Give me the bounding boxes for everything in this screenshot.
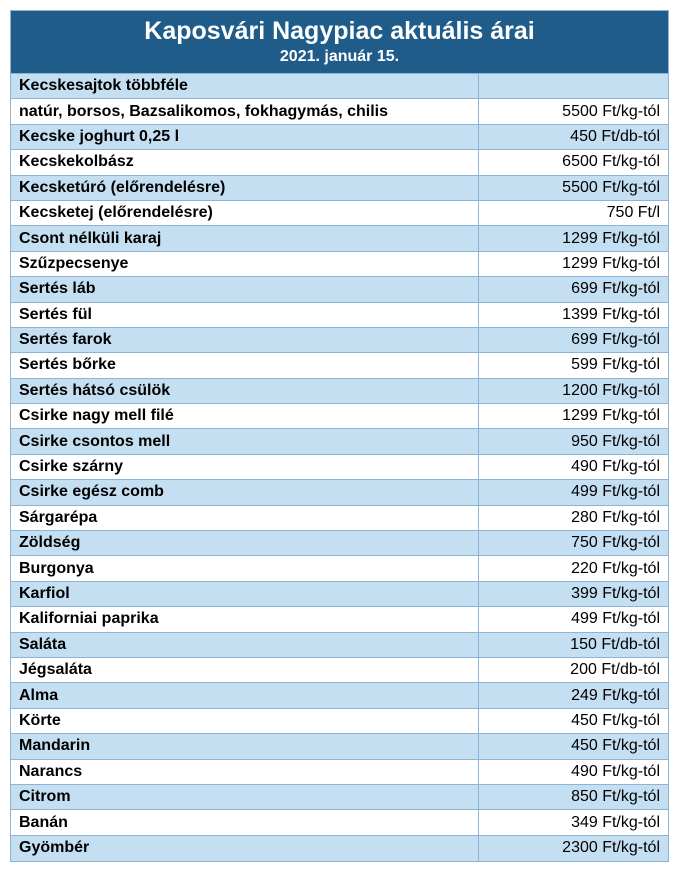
product-price: 490 Ft/kg-tól [478,454,668,479]
product-price: 699 Ft/kg-tól [478,327,668,352]
product-price: 1299 Ft/kg-tól [478,226,668,251]
table-row [11,226,668,251]
price-date: 2021. január 15. [279,48,400,65]
product-name: Sárgarépa [11,505,478,530]
product-price: 699 Ft/kg-tól [478,277,668,302]
product-price: 1299 Ft/kg-tól [478,404,668,429]
product-price: 2300 Ft/kg-tól [478,835,668,860]
product-price: 850 Ft/kg-tól [478,784,668,809]
product-name: Burgonya [11,556,478,581]
product-name: Saláta [11,632,478,657]
table-row [11,404,668,429]
product-name: Kecske joghurt 0,25 l [11,124,478,149]
product-price: 5500 Ft/kg-tól [478,175,668,200]
product-price: 1399 Ft/kg-tól [478,302,668,327]
product-name: Kecskesajtok többféle [11,74,478,99]
price-table [11,73,668,861]
table-row [11,683,668,708]
product-price: 750 Ft/kg-tól [478,531,668,556]
table-row [11,632,668,657]
product-name: Alma [11,683,478,708]
table-row [11,99,668,124]
product-price: 399 Ft/kg-tól [478,581,668,606]
table-row [11,353,668,378]
table-row [11,175,668,200]
product-price [478,74,668,99]
table-row [11,810,668,835]
product-price: 499 Ft/kg-tól [478,480,668,505]
page-title: Kaposvári Nagypiac aktuális árai [144,17,535,45]
table-row [11,835,668,860]
product-name: Gyömbér [11,835,478,860]
product-name: Sertés farok [11,327,478,352]
table-row [11,150,668,175]
product-price: 1200 Ft/kg-tól [478,378,668,403]
product-name: Csirke csontos mell [11,429,478,454]
product-price: 450 Ft/kg-tól [478,734,668,759]
product-price: 499 Ft/kg-tól [478,607,668,632]
table-row [11,251,668,276]
table-row [11,607,668,632]
product-price: 349 Ft/kg-tól [478,810,668,835]
product-name: Sertés bőrke [11,353,478,378]
product-price: 200 Ft/db-tól [478,657,668,682]
table-row [11,581,668,606]
table-row [11,200,668,225]
product-price: 5500 Ft/kg-tól [478,99,668,124]
table-row [11,734,668,759]
product-price: 6500 Ft/kg-tól [478,150,668,175]
product-name: Csirke szárny [11,454,478,479]
table-row [11,277,668,302]
product-price: 150 Ft/db-tól [478,632,668,657]
product-name: Csirke nagy mell filé [11,404,478,429]
product-name: Kecsketej (előrendelésre) [11,200,478,225]
product-name: Narancs [11,759,478,784]
product-price: 220 Ft/kg-tól [478,556,668,581]
product-price: 1299 Ft/kg-tól [478,251,668,276]
product-name: Sertés fül [11,302,478,327]
table-row [11,759,668,784]
table-row [11,429,668,454]
product-name: Zöldség [11,531,478,556]
table-row [11,556,668,581]
product-name: Mandarin [11,734,478,759]
product-price: 450 Ft/kg-tól [478,708,668,733]
product-name: Jégsaláta [11,657,478,682]
product-price: 750 Ft/l [478,200,668,225]
table-row [11,784,668,809]
product-price: 950 Ft/kg-tól [478,429,668,454]
product-name: Körte [11,708,478,733]
product-name: Szűzpecsenye [11,251,478,276]
product-price: 280 Ft/kg-tól [478,505,668,530]
table-row [11,708,668,733]
table-row [11,327,668,352]
table-row [11,454,668,479]
product-name: Banán [11,810,478,835]
table-row [11,531,668,556]
product-name: Sertés láb [11,277,478,302]
product-price: 450 Ft/db-tól [478,124,668,149]
price-list-sheet [10,10,669,862]
product-name: Csont nélküli karaj [11,226,478,251]
price-list-header [11,11,668,73]
table-row [11,505,668,530]
table-row [11,302,668,327]
product-name: Kaliforniai paprika [11,607,478,632]
product-name: Kecskekolbász [11,150,478,175]
product-price: 599 Ft/kg-tól [478,353,668,378]
product-price: 490 Ft/kg-tól [478,759,668,784]
product-name: natúr, borsos, Bazsalikomos, fokhagymás, chilis [11,99,478,124]
product-name: Citrom [11,784,478,809]
table-row [11,378,668,403]
table-row [11,124,668,149]
product-name: Sertés hátsó csülök [11,378,478,403]
product-price: 249 Ft/kg-tól [478,683,668,708]
price-table-body [11,74,668,861]
table-row [11,480,668,505]
table-row [11,74,668,99]
product-name: Csirke egész comb [11,480,478,505]
product-name: Kecsketúró (előrendelésre) [11,175,478,200]
product-name: Karfiol [11,581,478,606]
table-row [11,657,668,682]
